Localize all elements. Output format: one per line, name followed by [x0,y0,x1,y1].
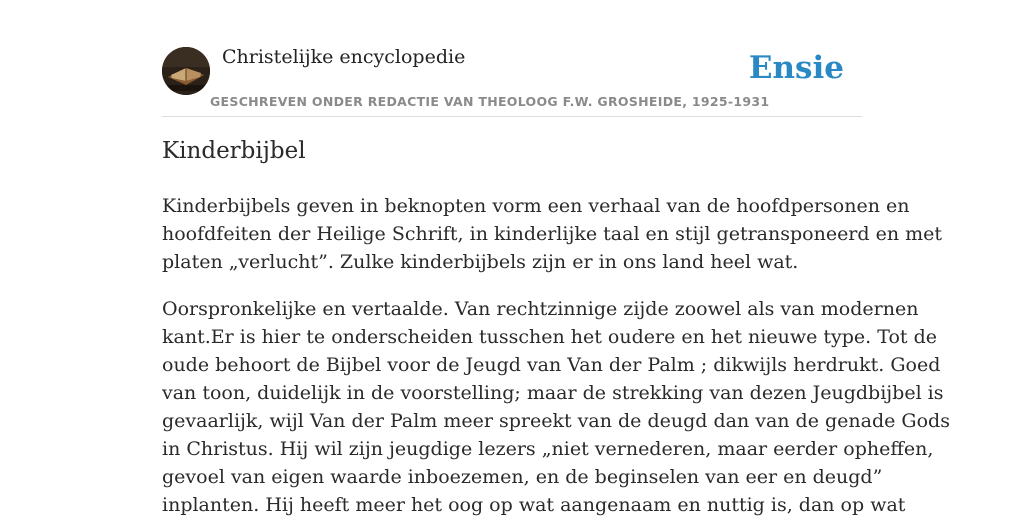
ensie-logo-link[interactable]: Ensie [748,50,844,86]
paragraph-line: platen „verlucht”. Zulke kinderbijbels zijn er in ons land heel wat. [162,251,799,273]
article-title: Kinderbijbel [162,138,306,164]
paragraph-line: oude behoort de Bijbel voor de Jeugd van Van der Palm ; dikwijls herdrukt. Goed [162,354,941,376]
article-paragraph-2 [162,295,950,519]
article-paragraph-1 [162,192,943,276]
paragraph-line: gevoel van eigen waarde inboezemen, en de beginselen van eer en deugd” [162,466,883,488]
paragraph-line: inplanten. Hij heeft meer het oog op wat aangenaam en nuttig is, dan op wat [162,494,906,516]
paragraph-line: van toon, duidelijk in de voorstelling; maar de strekking van dezen Jeugdbijbel is [162,382,944,404]
paragraph-line: hoofdfeiten der Heilige Schrift, in kinderlijke taal en stijl getransponeerd en met [162,223,943,245]
paragraph-line: Kinderbijbels geven in beknopten vorm een verhaal van de hoofdpersonen en [162,195,910,217]
encyclopedia-subtitle: GESCHREVEN ONDER REDACTIE VAN THEOLOOG F.W. GROSHEIDE, 1925-1931 [210,94,770,109]
page-container [162,0,950,516]
paragraph-line: in Christus. Hij wil zijn jeugdige lezers „niet vernederen, maar eerder opheffen, [162,438,934,460]
paragraph-line: gevaarlijk, wijl Van der Palm meer spreekt van de deugd dan van de genade Gods [162,410,950,432]
open-book-icon [162,47,210,95]
encyclopedia-cover-avatar[interactable] [162,47,210,95]
encyclopedia-title[interactable]: Christelijke encyclopedie [222,46,466,68]
site-header [162,0,862,117]
paragraph-line: Oorspronkelijke en vertaalde. Van rechtzinnige zijde zoowel als van modernen [162,298,919,320]
paragraph-line: kant.Er is hier te onderscheiden tusschen het oudere en het nieuwe type. Tot de [162,326,937,348]
